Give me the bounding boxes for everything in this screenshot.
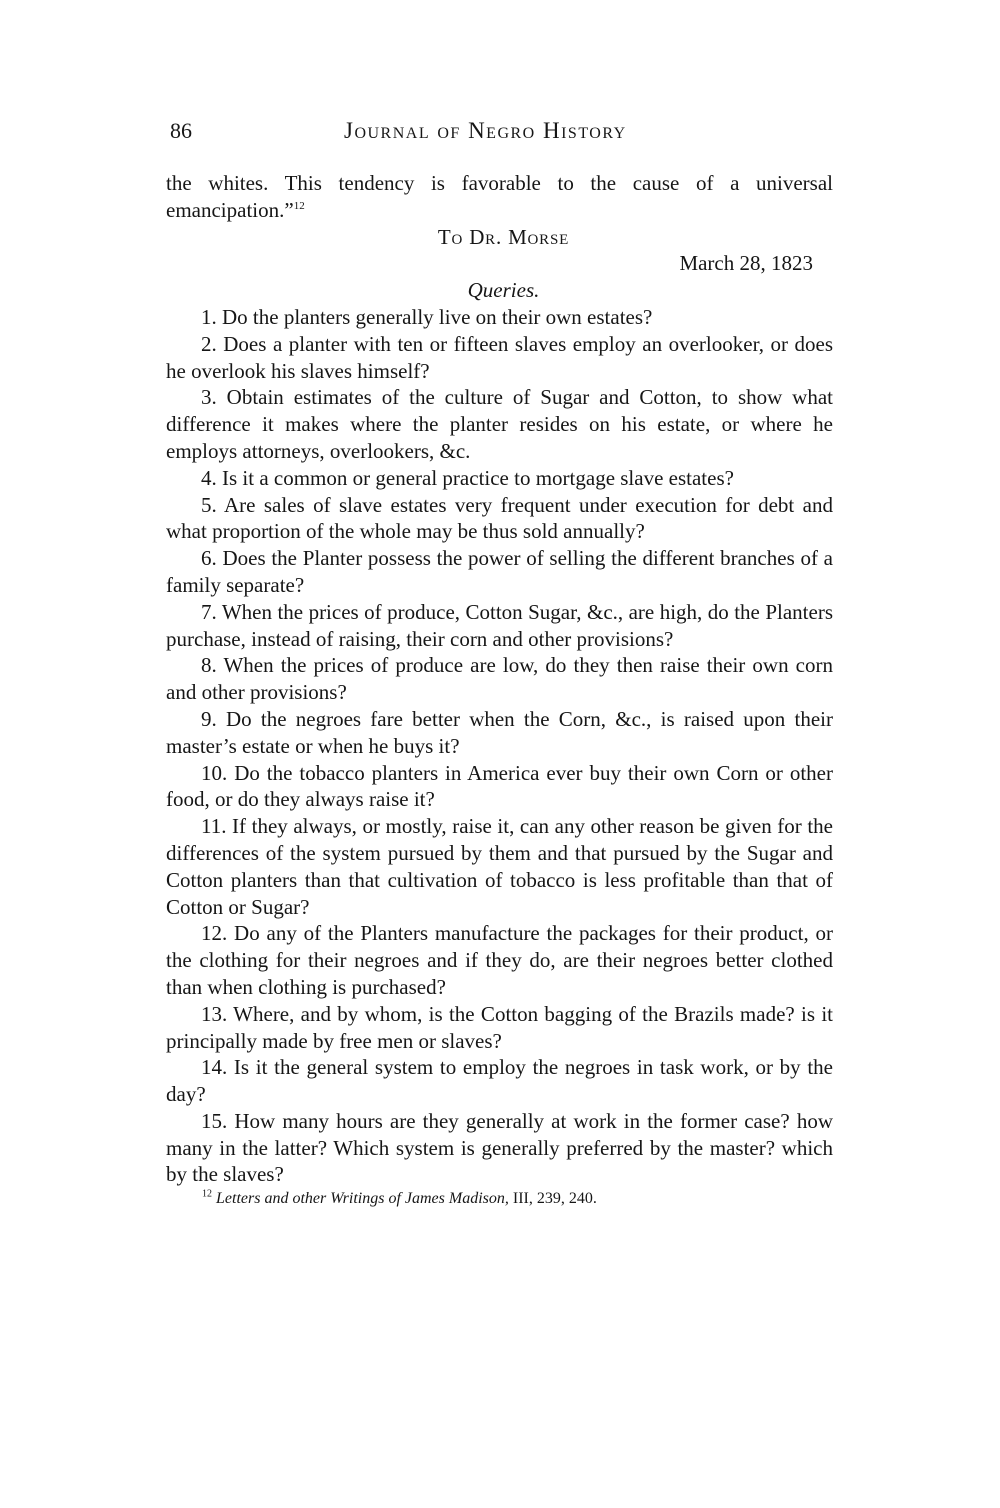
footnote bbox=[166, 1188, 833, 1210]
query-item: 5. Are sales of slave estates very frequent under execution for debt and what proportion of the whole may be thus sold annually? bbox=[166, 492, 833, 544]
query-item: 11. If they always, or mostly, raise it, can any other reason be given for the differences of the system pursued by them and that pursued by the Sugar and Cotton planters than that cultivation of tobacco is less profitable than that of Cotton or Sugar? bbox=[166, 814, 833, 919]
query-item: 10. Do the tobacco planters in America ever buy their own Corn or other food, or do they always raise it? bbox=[166, 760, 833, 812]
query-item: 15. How many hours are they generally at work in the former case? how many in the latter? Which system is generally preferred by the master? which by the slaves? bbox=[166, 1108, 833, 1187]
query-item: 7. When the prices of produce, Cotton Sugar, &c., are high, do the Planters purchase, instead of raising, their corn and other provisions? bbox=[166, 599, 833, 651]
query-item: 12. Do any of the Planters manufacture the packages for their product, or the clothing for their negroes and if they do, are their negroes better clothed than when clothing is purchased? bbox=[166, 921, 833, 999]
query-item: 8. When the prices of produce are low, do they then raise their own corn and other provisions? bbox=[166, 653, 833, 705]
footnote-reference: 12 bbox=[293, 199, 305, 212]
running-head: Journal of Negro History bbox=[344, 118, 627, 143]
query-item: 6. Does the Planter possess the power of selling the different branches of a family separate? bbox=[166, 546, 833, 597]
page-number: 86 bbox=[170, 118, 192, 143]
query-item: 1. Do the planters generally live on their own estates? bbox=[201, 304, 653, 329]
letter-date: March 28, 1823 bbox=[679, 251, 813, 276]
query-item: 13. Where, and by whom, is the Cotton bagging of the Brazils made? is it principally made by free men or slaves? bbox=[166, 1001, 833, 1053]
footnote-title: Letters and other Writings of James Madison, bbox=[216, 1190, 509, 1208]
letter-salutation: To Dr. Morse bbox=[437, 224, 570, 249]
intro-text: the whites. This tendency is favorable to the cause of a universal emancipation.” bbox=[166, 171, 833, 222]
query-item: 2. Does a planter with ten or fifteen slaves employ an overlooker, or does he overlook his slaves himself? bbox=[166, 331, 833, 383]
body-text bbox=[166, 170, 833, 1210]
query-item: 4. Is it a common or general practice to mortgage slave estates? bbox=[201, 465, 734, 490]
queries-heading: Queries. bbox=[467, 278, 540, 303]
query-item: 9. Do the negroes fare better when the Corn, &c., is raised upon their master’s estate or when he buys it? bbox=[166, 706, 833, 758]
footnote-citation: III, 239, 240. bbox=[508, 1190, 597, 1208]
intro-paragraph bbox=[166, 170, 833, 224]
footnote-marker: 12 bbox=[202, 1188, 212, 1200]
query-item: 14. Is it the general system to employ the negroes in task work, or by the day? bbox=[166, 1055, 833, 1107]
query-item: 3. Obtain estimates of the culture of Sugar and Cotton, to show what difference it makes where the planter resides on his estate, or where he employs attorneys, overlookers, &c. bbox=[166, 385, 833, 463]
